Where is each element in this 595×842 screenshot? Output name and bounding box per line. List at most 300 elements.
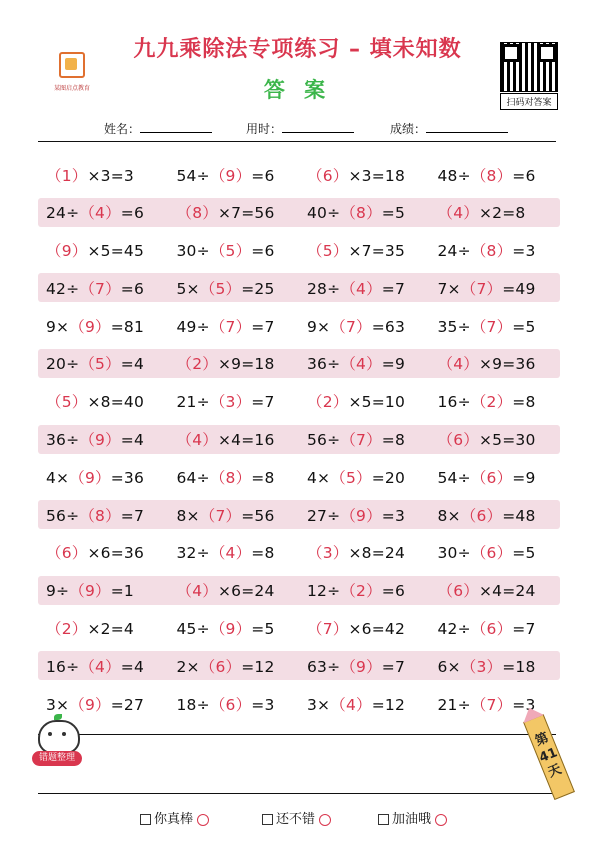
close-paren: ） xyxy=(235,544,252,563)
answer-value[interactable]: 8 xyxy=(95,506,106,525)
problem-cell xyxy=(430,428,561,450)
open-paren: （ xyxy=(46,166,62,185)
open-paren: （ xyxy=(470,695,487,714)
problem-cell xyxy=(38,466,169,488)
equation-suffix: =18 xyxy=(502,657,536,676)
problem-cell xyxy=(169,390,300,412)
equation-prefix: 56÷ xyxy=(307,431,341,450)
equation-prefix: 40÷ xyxy=(307,204,341,223)
open-paren: （ xyxy=(69,468,85,487)
close-paren: ） xyxy=(105,204,121,223)
close-paren: ） xyxy=(95,468,111,487)
close-paren: ） xyxy=(366,657,382,676)
open-paren: （ xyxy=(470,317,487,336)
equation-suffix: ×5=10 xyxy=(348,393,406,412)
answer-value[interactable]: 2 xyxy=(192,355,203,374)
equation-suffix: =81 xyxy=(110,317,145,336)
answer-value[interactable]: 7 xyxy=(486,317,497,336)
equation-suffix: ×8=40 xyxy=(87,393,145,412)
close-paren: ） xyxy=(496,393,513,412)
problem-cell xyxy=(299,315,430,337)
close-paren: ） xyxy=(202,355,218,374)
close-paren: ） xyxy=(496,317,513,336)
close-paren: ） xyxy=(463,431,479,450)
open-paren: （ xyxy=(340,657,357,676)
problem-row xyxy=(38,160,560,189)
answer-value[interactable]: 5 xyxy=(322,242,333,261)
problem-row xyxy=(38,387,560,416)
answer-value[interactable]: 5 xyxy=(61,393,72,412)
answer-value[interactable]: 3 xyxy=(322,544,333,563)
problem-cell xyxy=(38,390,169,412)
equation-suffix: =6 xyxy=(251,166,275,185)
equation-suffix: =6 xyxy=(251,242,275,261)
equation-suffix: =5 xyxy=(381,204,406,223)
equation-prefix: 64÷ xyxy=(176,468,210,487)
problem-cell xyxy=(299,466,430,488)
problem-row xyxy=(38,614,560,643)
open-paren: （ xyxy=(470,242,487,261)
answer-value[interactable]: 9 xyxy=(95,431,106,450)
close-paren: ） xyxy=(225,657,242,676)
problem-cell xyxy=(299,693,430,715)
checkbox-icon[interactable] xyxy=(140,814,151,825)
open-paren: （ xyxy=(470,166,487,185)
answer-value[interactable]: 6 xyxy=(486,544,497,563)
score-label: 成绩： xyxy=(390,122,427,136)
open-paren: （ xyxy=(46,242,62,261)
close-paren: ） xyxy=(463,204,479,223)
equation-prefix: 54÷ xyxy=(437,468,471,487)
page-title: 九九乘除法专项练习 – 填未知数 xyxy=(133,37,462,62)
problem-cell xyxy=(299,541,430,563)
equation-suffix: =8 xyxy=(251,468,275,487)
problem-cell xyxy=(169,655,300,677)
qr-caption: 扫码对答案 xyxy=(500,93,558,110)
answer-value[interactable]: 8 xyxy=(225,468,236,487)
answer-value[interactable]: 7 xyxy=(215,506,226,525)
equation-suffix: =3 xyxy=(381,506,406,525)
problem-cell xyxy=(169,504,300,526)
close-paren: ） xyxy=(95,582,111,601)
answer-value[interactable]: 4 xyxy=(453,355,464,374)
equation-prefix: 6× xyxy=(437,657,461,676)
checkbox-icon[interactable] xyxy=(262,814,273,825)
equation-suffix: =6 xyxy=(120,279,145,298)
problem-cell xyxy=(38,315,169,337)
answer-value[interactable]: 1 xyxy=(61,166,72,185)
close-paren: ） xyxy=(496,242,513,261)
problem-cell xyxy=(299,428,430,450)
open-paren: （ xyxy=(307,544,323,563)
close-paren: ） xyxy=(71,393,88,412)
equation-suffix: =7 xyxy=(381,657,406,676)
problem-cell xyxy=(299,655,430,677)
equation-prefix: 24÷ xyxy=(46,204,80,223)
equation-suffix: =7 xyxy=(512,620,536,639)
answer-value[interactable]: 5 xyxy=(345,468,357,487)
open-paren: （ xyxy=(69,582,85,601)
equation-suffix: ×9=36 xyxy=(478,355,536,374)
open-paren: （ xyxy=(470,620,487,639)
equation-prefix: 8× xyxy=(176,506,200,525)
open-paren: （ xyxy=(470,393,487,412)
answer-value[interactable]: 7 xyxy=(486,695,497,714)
close-paren: ） xyxy=(71,166,88,185)
problem-cell xyxy=(38,617,169,639)
open-paren: （ xyxy=(460,506,477,525)
equation-prefix: 32÷ xyxy=(176,544,210,563)
mistake-area[interactable] xyxy=(38,734,556,794)
open-paren: （ xyxy=(46,544,62,563)
answer-value[interactable]: 4 xyxy=(356,279,367,298)
answer-value[interactable]: 4 xyxy=(453,204,464,223)
problem-row xyxy=(38,236,560,265)
answer-value[interactable]: 4 xyxy=(345,695,357,714)
problem-row xyxy=(38,311,560,340)
problem-cell xyxy=(169,617,300,639)
rating-good-label: 还不错 xyxy=(276,812,316,827)
equation-prefix: 45÷ xyxy=(176,620,210,639)
equation-prefix: 2× xyxy=(176,657,200,676)
checkbox-icon[interactable] xyxy=(378,814,389,825)
problem-cell xyxy=(38,164,169,186)
equation-prefix: 8× xyxy=(437,506,461,525)
open-paren: （ xyxy=(69,695,85,714)
answer-value[interactable]: 7 xyxy=(476,279,487,298)
open-paren: （ xyxy=(199,657,216,676)
equation-prefix: 12÷ xyxy=(307,582,341,601)
open-paren: （ xyxy=(209,166,226,185)
problem-cell xyxy=(430,201,561,223)
equation-suffix: ×4=24 xyxy=(478,582,536,601)
close-paren: ） xyxy=(105,657,121,676)
open-paren: （ xyxy=(460,657,477,676)
problem-cell xyxy=(430,579,561,601)
answer-value[interactable]: 8 xyxy=(486,166,497,185)
answer-value[interactable]: 9 xyxy=(84,695,96,714)
equation-prefix: 5× xyxy=(176,279,200,298)
problem-cell xyxy=(169,466,300,488)
answer-value[interactable]: 9 xyxy=(84,468,96,487)
equation-prefix: 42÷ xyxy=(46,279,80,298)
equation-prefix: 21÷ xyxy=(176,393,210,412)
equation-suffix: ×9=18 xyxy=(217,355,275,374)
equation-prefix: 48÷ xyxy=(437,166,471,185)
equation-prefix: 16÷ xyxy=(437,393,471,412)
answer-value[interactable]: 2 xyxy=(61,620,72,639)
answer-value[interactable]: 9 xyxy=(61,242,72,261)
name-field[interactable] xyxy=(104,120,212,137)
answer-value[interactable]: 7 xyxy=(95,279,106,298)
problem-cell xyxy=(38,239,169,261)
answer-value[interactable]: 6 xyxy=(453,431,464,450)
answer-value[interactable]: 6 xyxy=(453,582,464,601)
equation-suffix: =6 xyxy=(120,204,145,223)
answer-value[interactable]: 6 xyxy=(486,468,497,487)
problem-cell xyxy=(430,352,561,374)
problem-cell xyxy=(169,579,300,601)
open-paren: （ xyxy=(176,431,193,450)
answer-value[interactable]: 4 xyxy=(192,431,203,450)
equation-prefix: 30÷ xyxy=(176,242,210,261)
open-paren: （ xyxy=(307,620,323,639)
equation-prefix: 49÷ xyxy=(176,317,210,336)
close-paren: ） xyxy=(71,544,88,563)
answer-value[interactable]: 6 xyxy=(486,620,497,639)
name-label: 姓名： xyxy=(104,122,141,136)
open-paren: （ xyxy=(209,544,226,563)
open-paren: （ xyxy=(470,468,487,487)
problem-row xyxy=(38,689,560,718)
problem-cell xyxy=(430,277,561,299)
problem-cell xyxy=(299,201,430,223)
equation-suffix: =3 xyxy=(512,242,536,261)
problem-grid xyxy=(38,160,560,727)
problem-row xyxy=(38,198,560,227)
answer-value[interactable]: 6 xyxy=(476,506,487,525)
equation-suffix: ×4=16 xyxy=(217,431,275,450)
answer-value[interactable]: 7 xyxy=(225,317,236,336)
equation-prefix: 54÷ xyxy=(176,166,210,185)
problem-cell xyxy=(38,541,169,563)
open-paren: （ xyxy=(460,279,477,298)
open-paren: （ xyxy=(330,317,346,336)
close-paren: ） xyxy=(202,204,218,223)
equation-prefix: 9× xyxy=(46,317,70,336)
open-paren: （ xyxy=(307,166,323,185)
answer-value[interactable]: 7 xyxy=(345,317,357,336)
equation-suffix: =12 xyxy=(241,657,275,676)
equation-suffix: =9 xyxy=(381,355,406,374)
answer-value[interactable]: 4 xyxy=(192,582,203,601)
answer-value[interactable]: 8 xyxy=(486,242,497,261)
open-paren: （ xyxy=(79,355,96,374)
header-divider xyxy=(38,141,556,142)
problem-cell xyxy=(38,693,169,715)
problem-cell xyxy=(299,277,430,299)
cheer-icon xyxy=(435,814,447,826)
open-paren: （ xyxy=(340,279,357,298)
mistake-badge: 错题整理 xyxy=(32,751,82,766)
close-paren: ） xyxy=(105,355,121,374)
problem-cell xyxy=(169,315,300,337)
problem-cell xyxy=(430,315,561,337)
equation-prefix: 36÷ xyxy=(307,355,341,374)
equation-suffix: ×3=18 xyxy=(348,166,406,185)
smile-icon xyxy=(319,814,331,826)
problem-cell xyxy=(169,541,300,563)
open-paren: （ xyxy=(79,657,96,676)
close-paren: ） xyxy=(366,279,382,298)
answer-value[interactable]: 5 xyxy=(95,355,106,374)
open-paren: （ xyxy=(340,506,357,525)
problem-cell xyxy=(38,428,169,450)
answer-value[interactable]: 7 xyxy=(322,620,333,639)
close-paren: ） xyxy=(496,695,513,714)
open-paren: （ xyxy=(330,695,346,714)
answer-value[interactable]: 2 xyxy=(486,393,497,412)
open-paren: （ xyxy=(199,279,216,298)
open-paren: （ xyxy=(176,355,193,374)
equation-prefix: 30÷ xyxy=(437,544,471,563)
close-paren: ） xyxy=(486,506,503,525)
equation-suffix: =4 xyxy=(120,657,145,676)
rating-keep-going-label: 加油哦 xyxy=(392,812,432,827)
answer-value[interactable]: 5 xyxy=(225,242,236,261)
close-paren: ） xyxy=(332,242,349,261)
equation-suffix: ×8=24 xyxy=(348,544,406,563)
problem-cell xyxy=(299,390,430,412)
equation-suffix: ×7=56 xyxy=(217,204,275,223)
open-paren: （ xyxy=(340,431,357,450)
problem-cell xyxy=(299,239,430,261)
equation-suffix: =12 xyxy=(371,695,406,714)
open-paren: （ xyxy=(307,242,323,261)
answer-value[interactable]: 9 xyxy=(84,582,96,601)
problem-cell xyxy=(38,277,169,299)
answer-value[interactable]: 5 xyxy=(215,279,226,298)
open-paren: （ xyxy=(437,355,454,374)
close-paren: ） xyxy=(105,279,121,298)
open-paren: （ xyxy=(209,317,226,336)
equation-prefix: 56÷ xyxy=(46,506,80,525)
answer-value[interactable]: 2 xyxy=(356,582,367,601)
equation-suffix: =8 xyxy=(512,393,536,412)
equation-prefix: 21÷ xyxy=(437,695,471,714)
answer-value[interactable]: 4 xyxy=(225,544,236,563)
answer-value[interactable]: 6 xyxy=(215,657,226,676)
open-paren: （ xyxy=(437,431,454,450)
problem-cell xyxy=(430,617,561,639)
problem-row xyxy=(38,651,560,680)
equation-suffix: ×5=30 xyxy=(478,431,536,450)
score-field[interactable] xyxy=(390,120,508,137)
answer-value[interactable]: 9 xyxy=(356,657,367,676)
problem-cell xyxy=(169,428,300,450)
equation-suffix: =20 xyxy=(371,468,406,487)
open-paren: （ xyxy=(470,544,487,563)
problem-cell xyxy=(38,201,169,223)
answer-value[interactable]: 6 xyxy=(61,544,72,563)
open-paren: （ xyxy=(46,393,62,412)
open-paren: （ xyxy=(209,695,226,714)
open-paren: （ xyxy=(79,204,96,223)
problem-cell xyxy=(299,352,430,374)
close-paren: ） xyxy=(366,431,382,450)
equation-prefix: 63÷ xyxy=(307,657,341,676)
answer-value[interactable]: 9 xyxy=(84,317,96,336)
close-paren: ） xyxy=(356,317,372,336)
close-paren: ） xyxy=(366,506,382,525)
close-paren: ） xyxy=(496,166,513,185)
open-paren: （ xyxy=(209,620,226,639)
equation-suffix: =8 xyxy=(251,544,275,563)
close-paren: ） xyxy=(366,355,382,374)
close-paren: ） xyxy=(202,582,218,601)
open-paren: （ xyxy=(69,317,85,336)
close-paren: ） xyxy=(235,166,252,185)
open-paren: （ xyxy=(437,204,454,223)
equation-suffix: ×6=24 xyxy=(217,582,275,601)
open-paren: （ xyxy=(79,279,96,298)
answer-value[interactable]: 4 xyxy=(95,657,106,676)
close-paren: ） xyxy=(95,317,111,336)
rating-keep-going[interactable] xyxy=(378,808,447,827)
answer-value[interactable]: 3 xyxy=(476,657,487,676)
open-paren: （ xyxy=(79,431,96,450)
rating-good[interactable] xyxy=(262,808,331,827)
answer-value[interactable]: 8 xyxy=(192,204,203,223)
answer-value[interactable]: 2 xyxy=(322,393,333,412)
equation-suffix: =3 xyxy=(251,695,275,714)
answer-value[interactable]: 7 xyxy=(356,431,367,450)
equation-suffix: =7 xyxy=(381,279,406,298)
equation-suffix: ×5=45 xyxy=(87,242,145,261)
answer-value[interactable]: 9 xyxy=(225,620,236,639)
open-paren: （ xyxy=(340,204,357,223)
problem-cell xyxy=(299,579,430,601)
equation-prefix: 3× xyxy=(46,695,70,714)
rating-great[interactable] xyxy=(140,808,209,827)
answer-value[interactable]: 6 xyxy=(225,695,236,714)
problem-cell xyxy=(430,655,561,677)
answer-value[interactable]: 9 xyxy=(356,506,367,525)
problem-row xyxy=(38,538,560,567)
equation-suffix: ×3=3 xyxy=(87,166,134,185)
open-paren: （ xyxy=(176,204,193,223)
problem-cell xyxy=(430,504,561,526)
problem-cell xyxy=(38,655,169,677)
equation-prefix: 24÷ xyxy=(437,242,471,261)
problem-cell xyxy=(169,164,300,186)
time-field[interactable] xyxy=(246,120,354,137)
equation-suffix: =1 xyxy=(110,582,134,601)
problem-cell xyxy=(169,352,300,374)
answer-value[interactable]: 9 xyxy=(225,166,236,185)
answer-value[interactable]: 6 xyxy=(322,166,333,185)
equation-suffix: =5 xyxy=(251,620,275,639)
problem-cell xyxy=(169,201,300,223)
equation-suffix: =5 xyxy=(512,544,536,563)
equation-suffix: =7 xyxy=(251,317,275,336)
close-paren: ） xyxy=(332,544,349,563)
close-paren: ） xyxy=(332,166,349,185)
equation-suffix: ×6=36 xyxy=(87,544,145,563)
page-subtitle: 答 案 xyxy=(263,78,332,102)
answer-value[interactable]: 3 xyxy=(225,393,236,412)
equation-prefix: 9÷ xyxy=(46,582,70,601)
problem-row xyxy=(38,500,560,529)
open-paren: （ xyxy=(209,242,226,261)
open-paren: （ xyxy=(437,582,454,601)
equation-suffix: ×2=8 xyxy=(478,204,526,223)
equation-suffix: =63 xyxy=(371,317,406,336)
qr-code-icon[interactable] xyxy=(500,42,558,92)
problem-cell xyxy=(299,164,430,186)
equation-prefix: 3× xyxy=(307,695,331,714)
answer-value[interactable]: 4 xyxy=(95,204,106,223)
open-paren: （ xyxy=(199,506,216,525)
equation-suffix: =48 xyxy=(502,506,536,525)
close-paren: ） xyxy=(105,431,121,450)
close-paren: ） xyxy=(496,620,513,639)
answer-value[interactable]: 8 xyxy=(356,204,367,223)
answer-value[interactable]: 4 xyxy=(356,355,367,374)
equation-suffix: =27 xyxy=(110,695,145,714)
open-paren: （ xyxy=(79,506,96,525)
equation-prefix: 35÷ xyxy=(437,317,471,336)
